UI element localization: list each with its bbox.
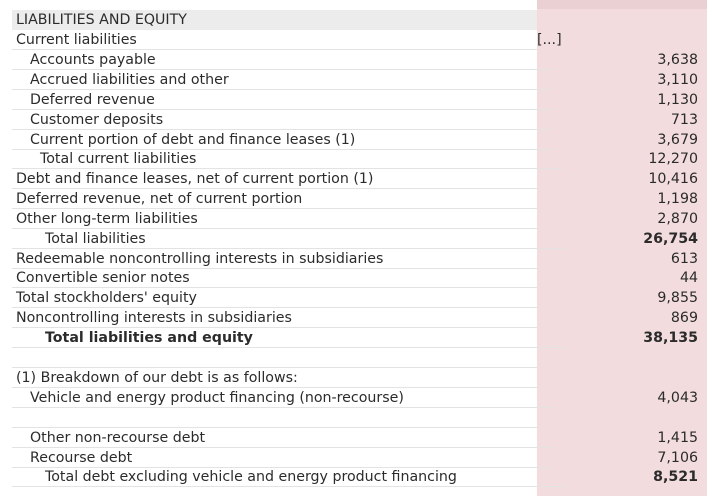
row-label: Deferred revenue, net of current portion [12,189,538,209]
row-label: Noncontrolling interests in subsidiaries [12,308,538,328]
row-label: Total liabilities and equity [12,328,567,348]
row-label: Total current liabilities [12,149,562,169]
row-label: Current portion of debt and finance leases (1) [12,130,552,150]
row-value: 4,043 [657,390,698,406]
table-row [12,189,707,209]
row-value: 1,198 [657,191,698,207]
current-liabilities-heading-row [12,30,707,50]
total-debt-row [12,467,707,487]
section-title-row [12,10,707,30]
table-row [12,130,707,150]
row-value: 44 [679,270,698,286]
debt-note: (1) Breakdown of our debt is as follows: [12,368,538,388]
blank-label [12,408,538,428]
row-value: 3,110 [657,72,698,88]
section-title: LIABILITIES AND EQUITY [16,12,187,28]
row-label: Accounts payable [12,50,552,70]
table-row [12,90,707,110]
table-row [12,308,707,328]
row-value: 869 [670,310,698,326]
elided-value: [...] [537,32,562,48]
column-header-strip [537,0,707,9]
table-row [12,288,707,308]
row-value: 12,270 [648,151,698,167]
debt-note-row [12,368,707,388]
row-label: Redeemable noncontrolling interests in subsidiaries [12,249,538,269]
table-row [12,448,707,468]
row-label: Other long-term liabilities [12,209,538,229]
row-value: 26,754 [643,231,698,247]
vehicle-financing-row [12,388,707,408]
row-label: Total debt excluding vehicle and energy product financing [12,467,567,487]
table-row [12,249,707,269]
spacer-row [12,408,707,428]
row-label: Total liabilities [12,229,567,249]
row-value: 713 [670,112,698,128]
table-row [12,169,707,189]
table-row [12,110,707,130]
row-label: Recourse debt [12,448,552,468]
row-label: Customer deposits [12,110,552,130]
row-value: 613 [670,251,698,267]
total-current-liabilities-row [12,149,707,169]
table-row [12,50,707,70]
spacer-row [12,348,707,368]
table-row [12,70,707,90]
row-value: 1,415 [657,430,698,446]
row-value: 38,135 [643,330,698,346]
row-value: 2,870 [657,211,698,227]
row-label: Other non-recourse debt [12,428,552,448]
table-row [12,428,707,448]
current-liabilities-heading: Current liabilities [12,30,538,50]
table-row [12,268,707,288]
row-value: 1,130 [657,92,698,108]
total-liabilities-row [12,229,707,249]
row-label: Vehicle and energy product financing (non-recourse) [12,388,552,408]
row-label: Accrued liabilities and other [12,70,552,90]
row-value: 9,855 [657,290,698,306]
row-value: 3,638 [657,52,698,68]
row-value: 8,521 [653,469,698,485]
row-label: Deferred revenue [12,90,552,110]
row-value: 10,416 [648,171,698,187]
row-label: Total stockholders' equity [12,288,538,308]
row-value: 7,106 [657,450,698,466]
table-row [12,209,707,229]
row-value: 3,679 [657,132,698,148]
row-label: Convertible senior notes [12,268,538,288]
total-liabilities-and-equity-row [12,328,707,348]
blank-label [12,348,538,368]
row-label: Debt and finance leases, net of current portion (1) [12,169,538,189]
